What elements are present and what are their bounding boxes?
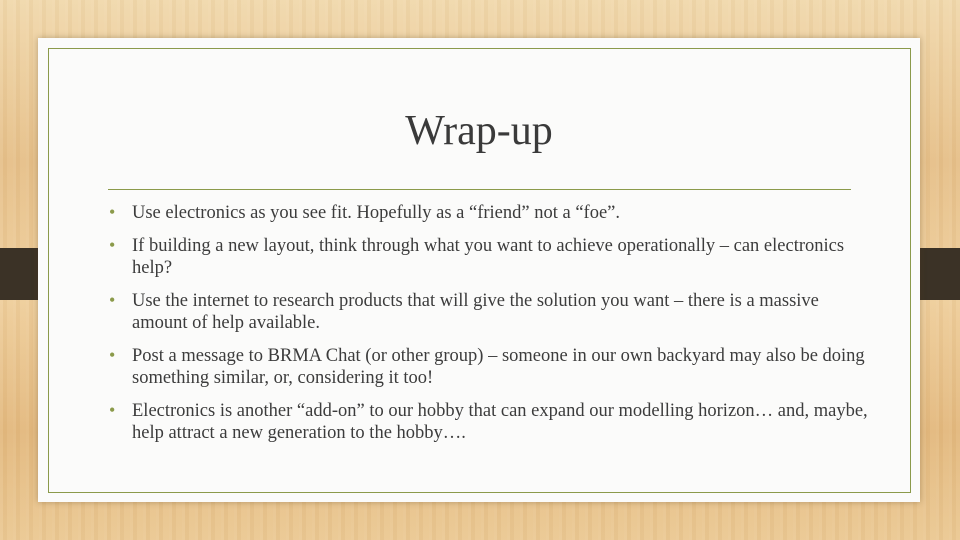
bullet-text: Use electronics as you see fit. Hopefully as a “friend” not a “foe”. bbox=[132, 203, 620, 223]
bullet-dot-icon: • bbox=[109, 345, 116, 365]
bullet-dot-icon: • bbox=[109, 235, 116, 255]
bullet-item bbox=[108, 235, 868, 279]
bullet-item bbox=[108, 202, 868, 224]
bullet-dot-icon: • bbox=[109, 202, 116, 222]
slide-title: Wrap-up bbox=[405, 108, 553, 154]
bullet-text: Post a message to BRMA Chat (or other group) – someone in our own backyard may also be doing something similar, or, considering it too! bbox=[132, 346, 865, 388]
bullet-dot-icon: • bbox=[109, 400, 116, 420]
bullet-text: Electronics is another “add-on” to our hobby that can expand our modelling horizon… and, maybe, help attract a new generation to the hobby…. bbox=[132, 401, 868, 443]
bullet-dot-icon: • bbox=[109, 290, 116, 310]
bullet-item bbox=[108, 345, 868, 389]
bullet-item bbox=[108, 400, 868, 444]
slide-card bbox=[38, 38, 920, 502]
title-divider bbox=[108, 189, 851, 190]
bullet-text: If building a new layout, think through what you want to achieve operationally – can electronics help? bbox=[132, 236, 845, 278]
bullet-item bbox=[108, 290, 868, 334]
bullet-list bbox=[108, 202, 868, 455]
bullet-text: Use the internet to research products that will give the solution you want – there is a massive amount of help available. bbox=[132, 291, 819, 333]
